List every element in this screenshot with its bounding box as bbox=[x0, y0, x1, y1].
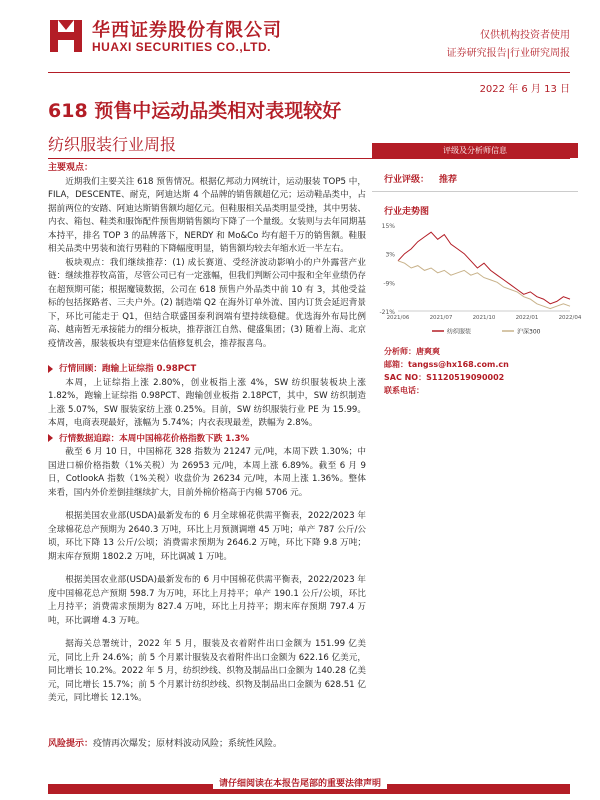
huaxi-logo-icon bbox=[48, 18, 84, 54]
analyst-name: 唐爽爽 bbox=[416, 347, 440, 356]
paragraph-usda-global: 根据美国农业部(USDA)最新发布的 6 月全球棉花供需平衡表，2022/2023 年全球棉花总产预期为 2640.3 万吨，环比上月预测调增 45 万吨；单产 787 公斤/公顷，环比下降 13 公斤/公顷；消费需求预期为 2646.2 万吨，环比下降 9.8 万吨；期末库存预期 1802.2 万吨，环比调减 1 万吨。 bbox=[48, 511, 366, 562]
risk-warning bbox=[48, 736, 282, 749]
risk-text: 疫情再次爆发；原材料波动风险；系统性风险。 bbox=[93, 739, 283, 749]
series-line-0 bbox=[398, 232, 570, 304]
y-tick-label: 15% bbox=[381, 223, 395, 230]
paragraph-customs-export: 据海关总署统计，2022 年 5 月，服装及衣着附件出口金额为 151.99 亿美元，同比上升 24.6%；前 5 个月累计服装及衣着附件出口金额为 622.16 亿美元，同比增长 10.2%。2022 年 5 月，纺织纱线、织物及制品出口金额为 140.28 亿美元，同比增长 15.7%；前 5 个月累计纺织纱线、织物及制品出口金额为 628.51 亿美元，同比增长 12.1%。 bbox=[48, 639, 366, 703]
report-date: 2022 年 6 月 13 日 bbox=[479, 84, 570, 95]
report-subtitle: 纺织服装行业周报 bbox=[48, 135, 177, 154]
industry-rating bbox=[372, 172, 578, 185]
paragraph-618-presale: 近期我们主要关注 618 预售情况。根据亿邦动力网统计，运动服装 TOP5 中，FILA，DESCENTE、耐克，阿迪达斯 4 个品牌的销售额超亿元；运动鞋品类中，占据前两位的安踏、阿迪达斯销售额均超亿元。但鞋服相关品类明显受挫，其中男装、内衣、箱包、鞋类和服饰配件预售期销售额均下降了一个量级。女装则与去年同期基本持平，排名 TOP 3 的品牌落下，NERDY 和 Mo&Co 均有超千万的销售额。鞋服相关品类中男装和流行男鞋的下降幅度明显，销售额均较去年缩水近一半左右。 bbox=[48, 176, 366, 254]
legend-label: 纺织服装 bbox=[447, 328, 472, 336]
main-content bbox=[48, 162, 366, 706]
trend-chart-title: 行业走势图 bbox=[384, 207, 430, 217]
x-tick-label: 2021/06 bbox=[386, 315, 410, 321]
rating-label: 行业评级： bbox=[384, 175, 430, 185]
data-tracking-heading: 行情数据追踪：本周中国棉花价格指数下跌 1.3% bbox=[48, 433, 366, 447]
y-tick-label: -9% bbox=[383, 280, 395, 288]
report-title: 618 预售中运动品类相对表现较好 bbox=[48, 100, 342, 122]
paragraph-cotton-price: 截至 6 月 10 日，中国棉花 328 指数为 21247 元/吨，本周下跌 1.30%；中国进口棉价格指数（1%关税）为 26953 元/吨，本周上涨 6.89%。截至 6 月 9 日，CotlookA 指数（1%关税）收盘价为 26234 元/吨，本周上涨 1.36%。整体来看，国内外价差倒挂继续扩大，目前外棉价格高于内棉 5706 元。 bbox=[48, 447, 366, 498]
report-type-note: 证券研究报告|行业研究周报 bbox=[446, 48, 570, 59]
audience-note: 仅供机构投资者使用 bbox=[480, 30, 570, 41]
triangle-bullet-icon bbox=[48, 365, 53, 373]
company-name-cn: 华西证券股份有限公司 bbox=[92, 20, 282, 41]
phone-row: 联系电话： bbox=[384, 386, 424, 395]
x-tick-label: 2021/10 bbox=[472, 315, 496, 321]
sidebar bbox=[372, 143, 582, 397]
x-tick-label: 2022/04 bbox=[558, 315, 582, 321]
analyst-email[interactable]: tangss@hx168.com.cn bbox=[408, 360, 509, 369]
series-line-1 bbox=[398, 261, 570, 309]
rating-value: 推荐 bbox=[439, 175, 458, 185]
rating-divider bbox=[372, 191, 578, 192]
email-row: 邮箱：tangss@hx168.com.cn bbox=[384, 360, 509, 369]
analyst-box-header: 评级及分析师信息 bbox=[372, 143, 578, 158]
main-views-label: 主要观点： bbox=[48, 163, 94, 173]
paragraph-sector-views: 板块观点：我们继续推荐：(1) 成长赛道、受经济波动影响小的户外露营产业链：继续推荐牧高笛，尽管公司已有一定涨幅，但我们判断公司中报和全年业绩仍存在超预期可能；根据魔镜数据，公司在 618 预售户外品类中前 10 有 3，其他受益标的包括探路者、三夫户外。(2) 制造端 Q2 在海外订单外流、国内订货会延迟背景下，环比可能走于 Q1，但结合联盛国泰利润端有望持续稳健。优选海外布局比例高、越南暂无承接能力的细分板块，推荐浙江自然、健盛集团；(3) 随着上海、北京疫情改善，服装板块有望迎来估值修复机会，推荐报喜鸟。 bbox=[48, 257, 366, 349]
sac-number: S1120519090002 bbox=[426, 373, 505, 382]
risk-label: 风险提示： bbox=[48, 739, 94, 749]
x-tick-label: 2021/07 bbox=[429, 315, 453, 321]
analyst-row: 分析师：唐爽爽 bbox=[384, 347, 440, 356]
x-tick-label: 2022/01 bbox=[515, 315, 539, 321]
footer-disclaimer: 请仔细阅读在本报告尾部的重要法律声明 bbox=[0, 776, 600, 789]
paragraph-usda-china: 根据美国农业部(USDA)最新发布的 6 月中国棉花供需平衡表，2022/2023 年度中国棉花总产预期 598.7 为万吨，环比上月持平；单产 190.1 公斤/公顷，环比上月持平；消费需求预期为 827.4 万吨，环比上月持平；期末库存预期 797.4 万吨，环比调增 4.3 万吨。 bbox=[48, 575, 366, 626]
sac-row: SAC NO：S1120519090002 bbox=[384, 373, 505, 382]
industry-trend-chart bbox=[372, 219, 582, 339]
header-divider bbox=[48, 72, 570, 73]
triangle-bullet-icon bbox=[48, 434, 53, 442]
legend-label: 沪深300 bbox=[517, 328, 541, 336]
paragraph-market-review: 本周，上证综指上涨 2.80%，创业板指上涨 4%，SW 纺织服装板块上涨 1.82%，跑输上证综指 0.98PCT、跑输创业板指 2.18PCT，其中，SW 纺织制造上涨 5.07%，SW 服装家纺上涨 0.25%。目前，SW 纺织服装行业 PE 为 15.99。本周，电商表现最好，涨幅为 5.74%；内衣表现最差，跌幅为 2.8%。 bbox=[48, 377, 366, 428]
company-name-en: HUAXI SECURITIES CO.,LTD. bbox=[92, 40, 271, 54]
page-header bbox=[0, 0, 600, 72]
y-tick-label: 3% bbox=[385, 251, 395, 259]
y-tick-label: -21% bbox=[379, 309, 395, 316]
market-review-heading: 行情回顾：跑输上证综指 0.98PCT bbox=[48, 363, 366, 377]
analyst-contact bbox=[372, 345, 578, 397]
